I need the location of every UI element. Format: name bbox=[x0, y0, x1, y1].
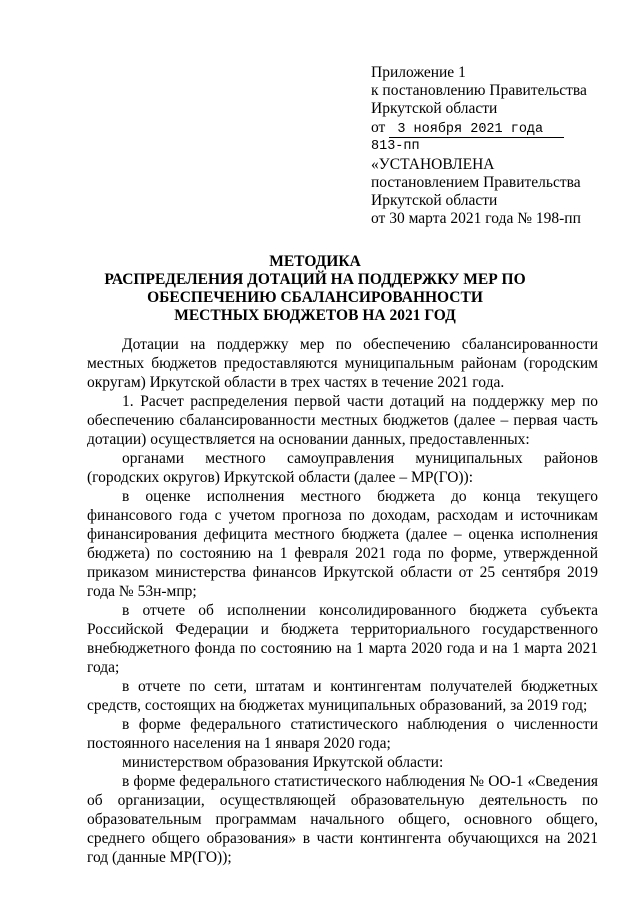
title-line-1: МЕТОДИКА bbox=[269, 253, 361, 270]
appendix-header bbox=[371, 64, 616, 229]
document-title bbox=[60, 253, 570, 325]
established-by: постановлением Правительства bbox=[371, 174, 581, 192]
title-line-3: ОБЕСПЕЧЕНИЮ СБАЛАНСИРОВАННОСТИ bbox=[147, 289, 483, 306]
paragraph-intro: Дотации на поддержку мер по обеспечению сбалансированности местных бюджетов предоставляются муниципальным районам (городским округам) Иркутской области в трех частях в течение 2021 года. bbox=[87, 336, 598, 391]
paragraph-consolidated-report: в отчете об исполнении консолидированного бюджета субъекта Российской Федерации и бюджета территориального государственного внебюджетного фонда по состоянию на 1 марта 2020 года и на 1 марта 2021 года; bbox=[87, 602, 598, 676]
paragraph-1: 1. Расчет распределения первой части дотаций на поддержку мер по обеспечению сбалансированности местных бюджетов (далее – первая часть дотации) осуществляется на основании данных, предоставленных: bbox=[87, 393, 598, 448]
paragraph-staff-report: в отчете по сети, штатам и контингентам получателей бюджетных средств, состоящих на бюджетах муниципальных образований, за 2019 год; bbox=[87, 678, 598, 714]
appendix-region: Иркутской области bbox=[371, 100, 498, 118]
title-line-4: МЕСТНЫХ БЮДЖЕТОВ НА 2021 ГОД bbox=[174, 307, 456, 324]
appendix-date-line bbox=[371, 119, 616, 138]
appendix-number: Приложение 1 bbox=[371, 64, 466, 81]
established-date: от 30 марта 2021 года № 198-пп bbox=[371, 210, 581, 228]
appendix-resolution-ref: к постановлению Правительства bbox=[371, 82, 587, 100]
paragraph-population-form: в форме федерального статистического наблюдения о численности постоянного населения на 1 января 2020 года; bbox=[87, 716, 598, 752]
paragraph-bodies: органами местного самоуправления муниципальных районов (городских округов) Иркутской области (далее – МР(ГО)): bbox=[87, 450, 598, 486]
paragraph-budget-estimate: в оценке исполнения местного бюджета до конца текущего финансового года с учетом прогноза по доходам, расходам и источникам финансирования дефицита местного бюджета (далее – оценка исполнения бюджета) по состоянию на 1 февраля 2021 года по форме, утвержденной приказом министерства финансов Иркутской области от 25 сентября 2019 года № 53н-мпр; bbox=[87, 488, 598, 600]
paragraph-ministry: министерством образования Иркутской области: bbox=[122, 754, 444, 771]
date-prefix: от bbox=[371, 118, 386, 136]
document-body bbox=[87, 335, 598, 867]
appendix-date: 3 ноября 2021 года bbox=[389, 123, 564, 138]
title-line-2: РАСПРЕДЕЛЕНИЯ ДОТАЦИЙ НА ПОДДЕРЖКУ МЕР ПО bbox=[104, 271, 526, 288]
paragraph-oo1-form: в форме федерального статистического наблюдения № ОО-1 «Сведения об организации, осуществляющей образовательную деятельность по образовательным программам начального общего, основного общего, среднего общего образования» в части контингента обучающихся на 2021 год (данные МР(ГО)); bbox=[87, 773, 598, 866]
established-label: «УСТАНОВЛЕНА bbox=[371, 155, 495, 173]
appendix-number-pp: 813-пп bbox=[371, 138, 420, 154]
established-region: Иркутской области bbox=[371, 192, 498, 210]
